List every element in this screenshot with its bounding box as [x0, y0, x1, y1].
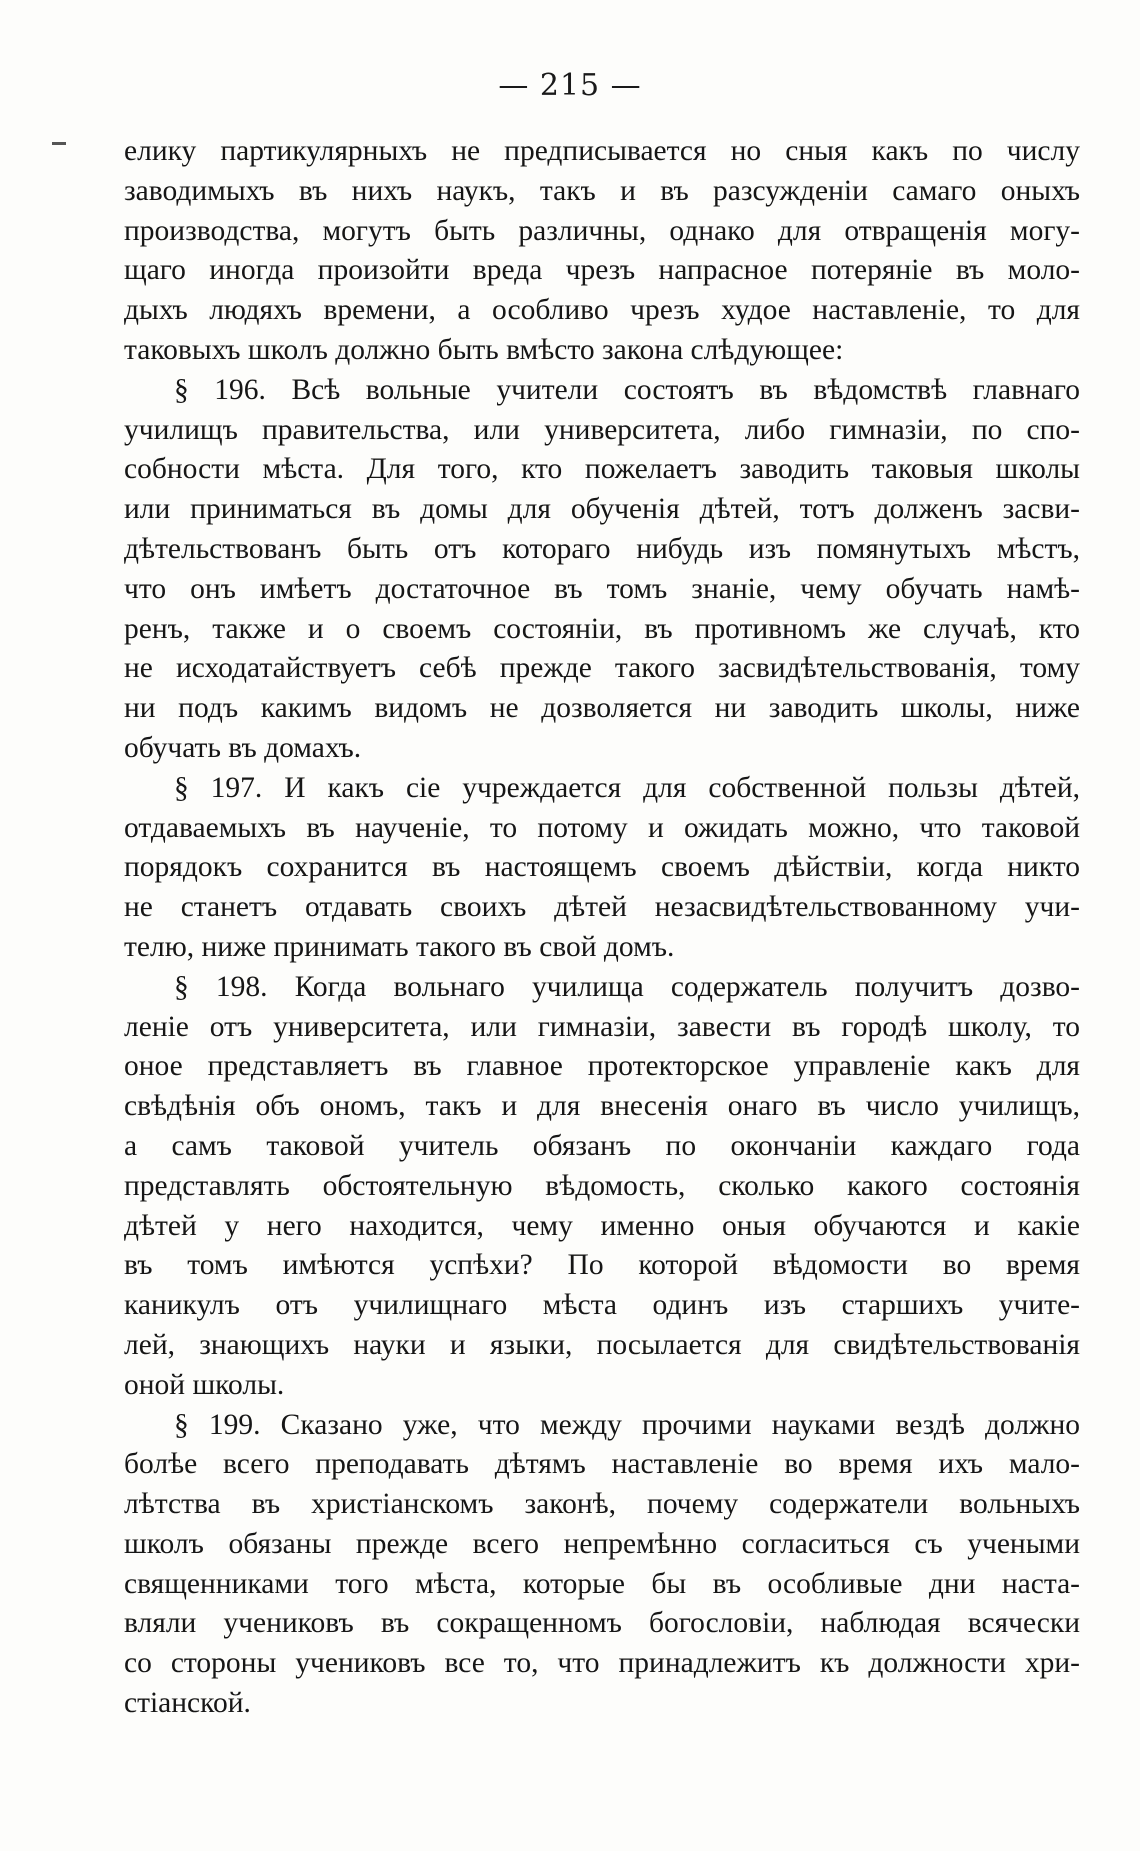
text-line: не станетъ отдавать своихъ дѣтей незасвидѣтельствованному учи-: [124, 891, 1080, 924]
text-line: лѣтства въ христiанскомъ законѣ, почему содержатели вольныхъ: [124, 1488, 1080, 1521]
text-line: каникулъ отъ училищнаго мѣста одинъ изъ старшихъ учите-: [124, 1289, 1080, 1322]
text-line: представлять обстоятельную вѣдомость, сколько какого состоянiя: [124, 1169, 1080, 1202]
text-line: училищъ правительства, или университета, либо гимназiи, по спо-: [124, 413, 1080, 446]
text-line: ни подъ какимъ видомъ не дозволяется ни заводить школы, ниже: [124, 692, 1080, 725]
page-body: [124, 132, 1080, 1724]
text-line: обучать въ домахъ.: [124, 731, 362, 764]
text-line: что онъ имѣетъ достаточное въ томъ знанiе, чему обучать намѣ-: [124, 572, 1080, 605]
text-line: свѣдѣнiя объ ономъ, такъ и для внесенiя онаго въ число училищъ,: [124, 1090, 1080, 1123]
text-line: таковыхъ школъ должно быть вмѣсто закона слѣдующее:: [124, 333, 844, 366]
page-number: — 215 —: [498, 68, 642, 103]
text-line: оное представляетъ въ главное протекторское управленiе какъ для: [124, 1050, 1080, 1083]
text-line: елику партикулярныхъ не предписывается но сныя какъ по числу: [124, 135, 1080, 167]
paragraph-197-start: § 197. И какъ сiе учреждается для собственной пользы дѣтей,: [174, 771, 1080, 804]
text-line: дѣтей у него находится, чему именно оныя обучаются и какiе: [124, 1209, 1080, 1242]
text-line: священниками того мѣста, которые бы въ особливые дни наста-: [124, 1567, 1080, 1600]
text-line: въ томъ имѣются успѣхи? По которой вѣдомости во время: [124, 1249, 1080, 1282]
text-line: не исходатайствуетъ себѣ прежде такого засвидѣтельствованiя, тому: [124, 652, 1080, 685]
text-line: или приниматься въ домы для обученiя дѣтей, тотъ долженъ засви-: [124, 493, 1080, 526]
text-line: телю, ниже принимать такого въ свой домъ.: [124, 930, 675, 963]
text-line: дѣтельствованъ быть отъ котораго нибудь изъ помянутыхъ мѣстъ,: [124, 532, 1080, 565]
text-line: школъ обязаны прежде всего непремѣнно согласиться съ учеными: [124, 1527, 1080, 1560]
text-line: а самъ таковой учитель обязанъ по окончанiи каждаго года: [124, 1129, 1080, 1162]
text-line: оной школы.: [124, 1368, 285, 1401]
text-line: порядокъ сохранится въ настоящемъ своемъ дѣйствiи, когда никто: [124, 851, 1080, 884]
paragraph-198-start: § 198. Когда вольнаго училища содержатель получитъ дозво-: [174, 970, 1080, 1003]
text-line: собности мѣста. Для того, кто пожелаетъ заводить таковыя школы: [124, 453, 1080, 486]
text-line: стiанской.: [124, 1687, 251, 1720]
text-line: заводимыхъ въ нихъ наукъ, такъ и въ разсужденiи самаго оныхъ: [124, 174, 1080, 207]
text-line: дыхъ людяхъ времени, а особливо чрезъ худое наставленiе, то для: [124, 294, 1080, 327]
text-line: отдаваемыхъ въ наученiе, то потому и ожидать можно, что таковой: [124, 811, 1080, 844]
paragraph-196-start: § 196. Всѣ вольные учители состоятъ въ вѣдомствѣ главнаго: [174, 373, 1080, 406]
text-line: вляли учениковъ въ сокращенномъ богословiи, наблюдая всячески: [124, 1607, 1080, 1640]
text-line: со стороны учениковъ все то, что принадлежитъ къ должности хри-: [124, 1647, 1080, 1680]
text-line: производства, могутъ быть различны, однако для отвращенiя могу-: [124, 214, 1080, 247]
margin-mark: [52, 142, 66, 145]
text-line: ленiе отъ университета, или гимназiи, завести въ городѣ школу, то: [124, 1010, 1080, 1043]
paragraph-199-start: § 199. Сказано уже, что между прочими науками вездѣ должно: [174, 1408, 1080, 1441]
text-line: болѣе всего преподавать дѣтямъ наставленiе во время ихъ мало-: [124, 1448, 1080, 1481]
text-line: щаго иногда произойти вреда чрезъ напрасное потерянiе въ моло-: [124, 254, 1080, 287]
text-line: ренъ, также и о своемъ состоянiи, въ противномъ же случаѣ, кто: [124, 612, 1080, 645]
text-line: лей, знающихъ науки и языки, посылается для свидѣтельствованiя: [124, 1328, 1080, 1361]
